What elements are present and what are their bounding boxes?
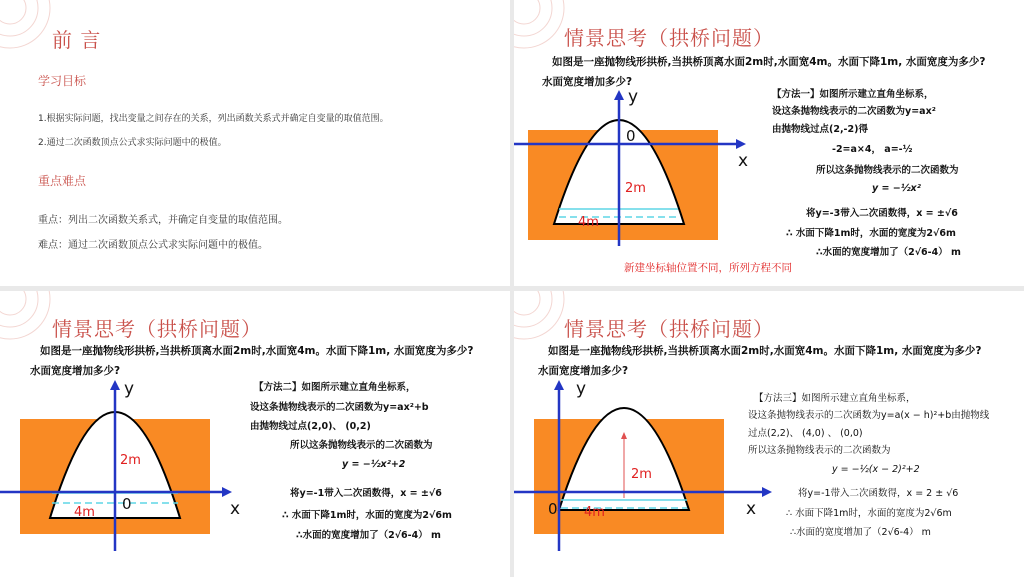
slide-title: 前 言 [52,28,102,52]
origin-label: 0 [122,495,132,513]
difficulty-point: 难点：通过二次函数顶点公式求实际问题中的极值。 [38,240,268,251]
method-line-7: 将y=-3带入二次函数得，x = ±√6 [806,208,958,219]
slide-title: 情景思考（拱桥问题） [564,317,774,341]
x-axis-arrow [762,487,772,497]
method-line-1: 【方法二】如图所示建立直角坐标系， [254,382,416,393]
y-label: y [124,379,135,399]
method-line-7: ∴ 水面下降1m时，水面的宽度为2√6m [786,508,952,519]
y-axis-arrow [110,380,120,390]
slide-method-three[interactable] [514,291,1024,577]
x-axis-arrow [736,139,746,149]
width-label: 4m [584,505,605,520]
question-line-1: 如图是一座抛物线形拱桥,当拱桥顶离水面2m时,水面宽4m。水面下降1m, 水面宽度为多少? [552,56,986,68]
goal-item-2: 2.通过二次函数顶点公式求实际问题中的极值。 [38,138,227,148]
method-line-7: ∴ 水面下降1m时，水面的宽度为2√6m [282,510,452,521]
method-line-6: 将y=-1带入二次函数得，x = ±√6 [290,488,442,499]
corner-decoration [0,291,60,341]
method-line-5: 所以这条抛物线表示的二次函数为 [816,165,959,176]
method-line-4: 所以这条抛物线表示的二次函数为 [290,440,433,451]
goal-item-1: 1.根据实际问题，找出变量之间存在的关系，列出函数关系式并确定自变量的取值范围。 [38,114,389,124]
method-line-2: 设这条抛物线表示的二次函数为y=ax²+b [250,402,429,413]
bridge-figure [514,86,754,246]
key-point: 重点：列出二次函数关系式，并确定自变量的取值范围。 [38,215,288,226]
y-label: y [628,87,639,107]
slide-title: 情景思考（拱桥问题） [52,317,262,341]
x-label: x [746,499,757,519]
coordinate-note: 新建坐标轴位置不同，所列方程不同 [624,262,792,274]
method-line-3: 由抛物线过点(2,-2)得 [772,124,868,135]
x-axis-arrow [222,487,232,497]
bridge-figure [0,376,260,551]
question-line-2: 水面宽度增加多少? [542,76,633,88]
slide-preface[interactable] [0,0,510,286]
slide-method-one[interactable] [514,0,1024,286]
width-label: 4m [74,505,95,520]
corner-decoration [0,0,60,50]
question-line-1: 如图是一座抛物线形拱桥,当拱桥顶离水面2m时,水面宽4m。水面下降1m, 水面宽度为多少? [548,345,982,357]
method-line-2: 设这条抛物线表示的二次函数为y=ax² [772,106,936,117]
question-line-1: 如图是一座抛物线形拱桥,当拱桥顶离水面2m时,水面宽4m。水面下降1m, 水面宽度为多少? [40,345,474,357]
method-line-8: ∴水面的宽度增加了（2√6-4） m [296,530,441,541]
bridge-figure [514,376,774,551]
y-axis-arrow [554,380,564,390]
method-line-4: 所以这条抛物线表示的二次函数为 [748,445,891,456]
slide-method-two[interactable] [0,291,510,577]
method-line-4: -2=a×4， a=-½ [832,144,913,155]
slide-title: 情景思考（拱桥问题） [564,26,774,50]
question-line-2: 水面宽度增加多少? [30,365,121,377]
key-heading: 重点难点 [38,174,87,188]
method-formula: y = −½(x − 2)²+2 [832,464,920,475]
method-line-9: ∴水面的宽度增加了（2√6-4） m [816,247,961,258]
goal-heading: 学习目标 [38,74,87,88]
height-label: 2m [625,181,646,196]
method-line-6: 将y=-1带入二次函数得，x = 2 ± √6 [798,488,959,499]
method-line-3: 过点(2,2)、 (4,0) 、 (0,0) [748,428,863,439]
question-line-2: 水面宽度增加多少? [538,365,629,377]
method-formula: y = −½x² [872,183,921,194]
method-line-2: 设这条抛物线表示的二次函数为y=a(x − h)²+b由抛物线 [748,410,990,421]
method-line-3: 由抛物线过点(2,0)、 (0,2) [250,421,371,432]
origin-label: 0 [548,500,558,518]
method-line-8: ∴水面的宽度增加了（2√6-4） m [790,527,931,538]
height-label: 2m [631,467,652,482]
height-label: 2m [120,453,141,468]
y-label: y [576,379,587,399]
method-line-1: 【方法一】如图所示建立直角坐标系， [772,89,934,100]
x-label: x [738,151,749,171]
method-line-8: ∴ 水面下降1m时，水面的宽度为2√6m [786,228,956,239]
origin-label: 0 [626,127,636,145]
method-line-1: 【方法三】如图所示建立直角坐标系， [754,393,916,404]
width-label: 4m [578,215,599,230]
method-formula: y = −½x²+2 [342,459,406,470]
x-label: x [230,499,241,519]
y-axis-arrow [614,90,624,100]
